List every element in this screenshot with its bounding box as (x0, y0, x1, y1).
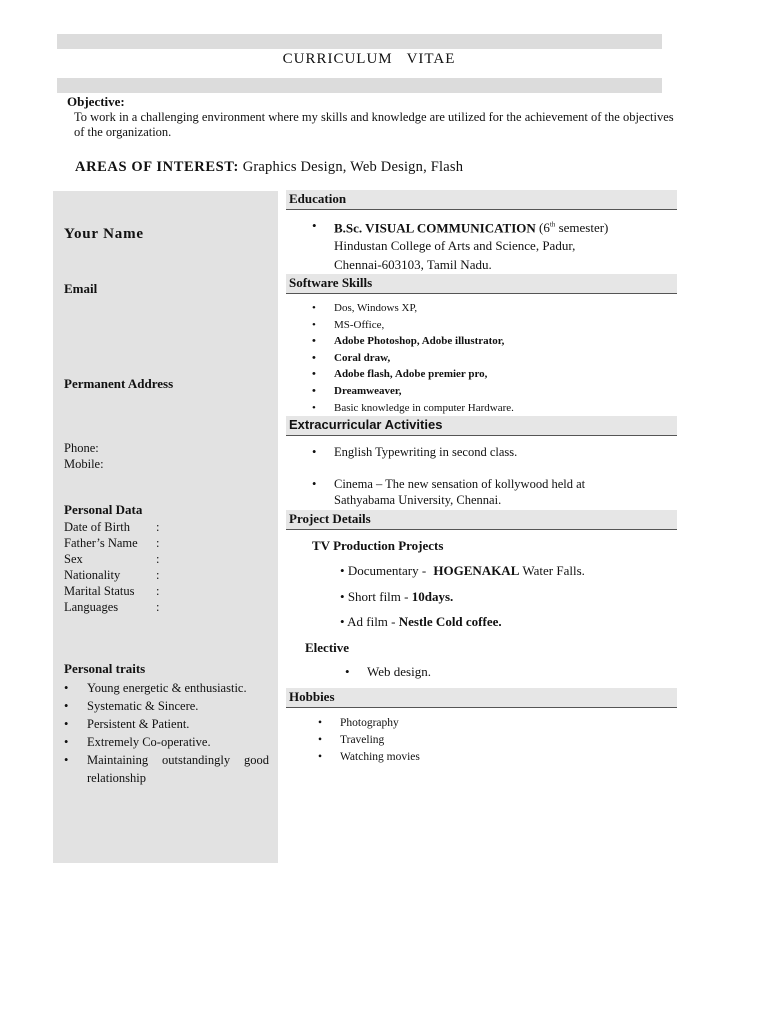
personal-data-sep: : (156, 520, 160, 534)
education-list (334, 216, 674, 237)
trait-item: • Maintaining outstandingly good relationship (87, 751, 269, 787)
objective-label: Objective: (67, 94, 125, 109)
personal-data-key: Date of Birth (64, 520, 130, 534)
software-skill-item: • Adobe flash, Adobe premier pro, (334, 366, 674, 383)
areas-of-interest (75, 159, 463, 176)
trait-item: • Persistent & Patient. (87, 715, 269, 733)
elective-label: Elective (305, 640, 350, 655)
software-skill-item: • Basic knowledge in computer Hardware. (334, 400, 674, 417)
bullet: • (340, 589, 345, 604)
trait-item: • Extremely Co-operative. (87, 733, 269, 751)
software-skills-heading: Software Skills (286, 274, 677, 294)
short-film-prefix: Short film - (347, 589, 409, 604)
personal-data-key: Marital Status (64, 584, 135, 598)
personal-data-key: Sex (64, 552, 83, 566)
candidate-name: Your Name (64, 226, 144, 242)
header-bottom-bar (57, 78, 662, 93)
address-label: Permanent Address (64, 376, 174, 391)
personal-data-sep: : (156, 568, 160, 582)
personal-data-key: Father’s Name (64, 536, 138, 550)
project-documentary (340, 563, 585, 579)
hobby-item: • Traveling (340, 732, 420, 749)
personal-traits-list (87, 679, 269, 787)
activity-item: • Cinema – The new sensation of kollywood held at Sathyabama University, Chennai. (334, 476, 634, 508)
extracurricular-heading: Extracurricular Activities (286, 416, 677, 436)
personal-data-row (64, 551, 159, 567)
personal-data-sep: : (156, 552, 160, 566)
personal-data-key: Nationality (64, 568, 121, 582)
hobbies-heading: Hobbies (286, 688, 677, 708)
trait-item: • Systematic & Sincere. (87, 697, 269, 715)
education-heading: Education (286, 190, 677, 210)
personal-data-row (64, 519, 159, 535)
personal-data-sep: : (156, 600, 160, 614)
elective-item: • Web design. (367, 664, 431, 680)
project-ad-film (340, 614, 502, 630)
education-city: Chennai-603103, Tamil Nadu. (334, 257, 492, 272)
elective-list (367, 664, 431, 680)
areas-of-interest-value: Graphics Design, Web Design, Flash (242, 159, 464, 175)
areas-of-interest-label: AREAS OF INTEREST: (75, 159, 239, 175)
software-skills-list (334, 300, 674, 416)
hobby-item: • Watching movies (340, 749, 420, 766)
email-label: Email (64, 281, 98, 296)
ad-film-prefix: Ad film - (347, 614, 396, 629)
bullet: • (340, 563, 345, 578)
trait-item: • Young energetic & enthusiastic. (87, 679, 269, 697)
tv-production-label: TV Production Projects (312, 538, 444, 553)
ad-film-title: Nestle Cold coffee. (398, 614, 502, 629)
personal-data-sep: : (156, 536, 160, 550)
mobile-label: Mobile: (64, 457, 104, 471)
hobby-item: • Photography (340, 715, 420, 732)
software-skill-item: • Dos, Windows XP, (334, 300, 674, 317)
education-item (334, 216, 674, 237)
education-degree: B.Sc. VISUAL COMMUNICATION (334, 220, 536, 236)
software-skill-item: • Adobe Photoshop, Adobe illustrator, (334, 333, 674, 350)
project-short-film (340, 589, 453, 605)
documentary-title: HOGENAKAL (433, 563, 520, 578)
personal-data-list (64, 519, 159, 615)
bullet: • (340, 614, 345, 629)
software-skill-item: • Dreamweaver, (334, 383, 674, 400)
phone-label: Phone: (64, 441, 99, 455)
personal-data-row (64, 599, 159, 615)
education-semester: (6th semester) (539, 220, 609, 236)
personal-data-key: Languages (64, 600, 119, 614)
header-top-bar (57, 34, 662, 49)
hobbies-list (340, 715, 420, 766)
software-skill-item: • MS-Office, (334, 317, 674, 334)
activity-item: • English Typewriting in second class. (334, 444, 634, 460)
personal-data-row (64, 567, 159, 583)
education-college: Hindustan College of Arts and Science, Padur, (334, 238, 576, 253)
personal-data-sep: : (156, 584, 160, 598)
personal-data-row (64, 535, 159, 551)
documentary-suffix: Water Falls. (522, 563, 585, 578)
personal-traits-label: Personal traits (64, 661, 146, 676)
personal-data-row (64, 583, 159, 599)
software-skill-item: • Coral draw, (334, 350, 674, 367)
project-details-heading: Project Details (286, 510, 677, 530)
documentary-prefix: Documentary - (347, 563, 427, 578)
personal-data-label: Personal Data (64, 502, 143, 517)
objective-text: To work in a challenging environment where my skills and knowledge are utilized for the achievement of the objectives of the organization. (74, 110, 674, 139)
extracurricular-list (334, 444, 634, 508)
short-film-title: 10days. (411, 589, 454, 604)
page-title: CURRICULUM VITAE (282, 51, 456, 67)
